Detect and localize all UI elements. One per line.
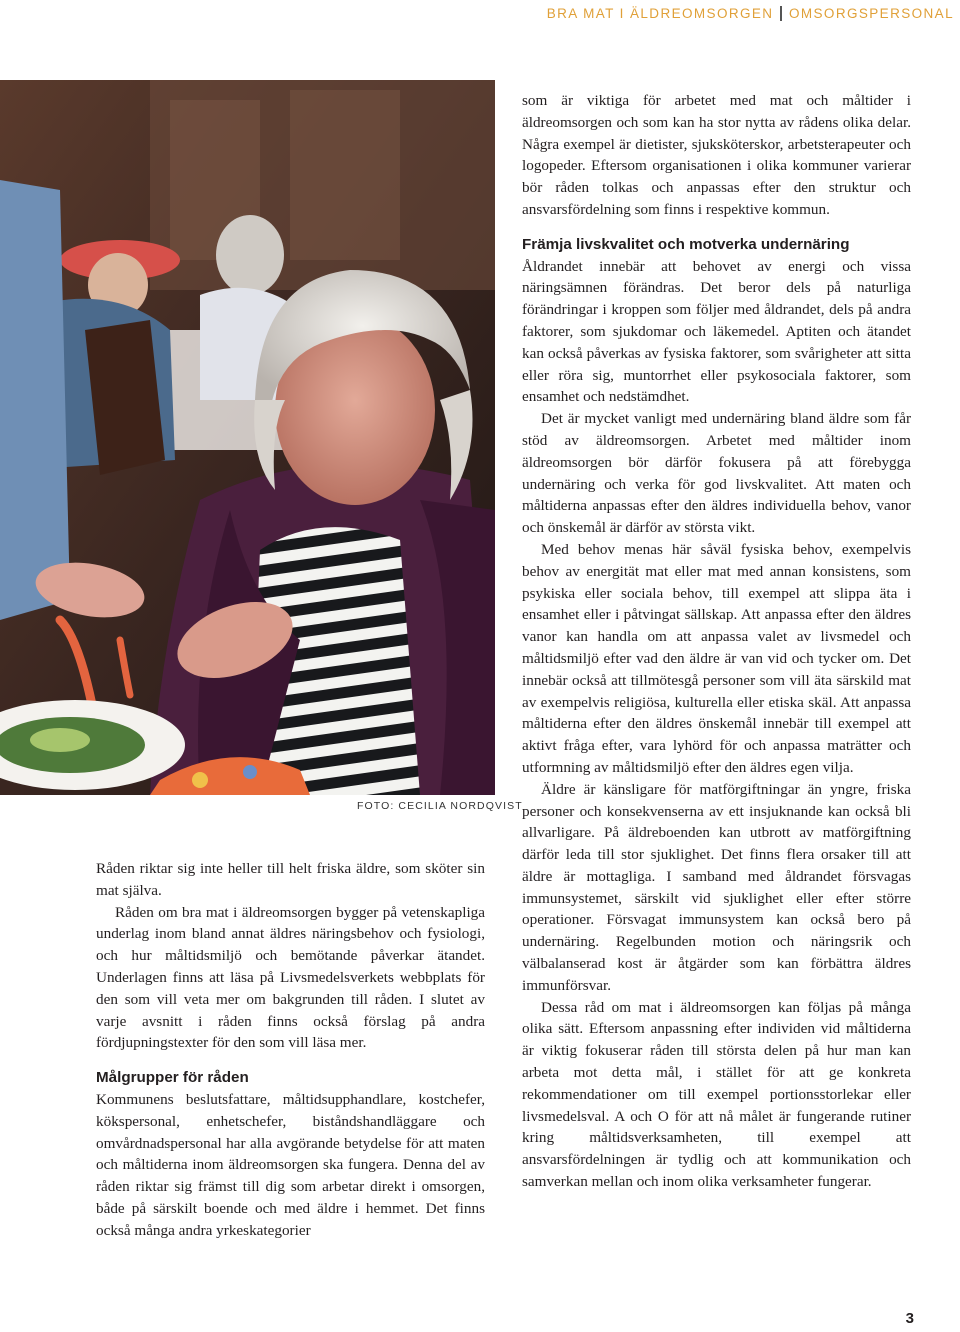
left-text-column [96, 858, 485, 1242]
header-section: BRA MAT I ÄLDREOMSORGEN [546, 5, 774, 21]
body-paragraph: Med behov menas här såväl fysiska behov, exempelvis behov av energität mat eller mat med annan konsistens, som psykiska eller sociala behov, till exempel att slippa äta i ensamhet eller i påtvingat sällskap. Att anpassa efter den äldres vanor kan handla om att anpassa valet av livsmedel och måltidsmiljö efter vad den äldre är van vid och tycker om. Det innebär också att tillmötesgå personer som vill äta särskild mat av exempelvis religiösa, kulturella eller etiska skäl. Att anpassa måltiderna efter den äldres önskemål innebär till exempel att aktivt fråga efter, vara lyhörd för och anpassa maträtter och utformning av måltidsmiljö efter den äldres egen vilja. [522, 540, 911, 776]
body-paragraph: Äldre är känsligare för matförgiftningar än yngre, friska personer och konsekvenserna av ett insjuknande kan också bli allvarligare. På äldreboenden kan utbrott av matförgiftning därför leda till stor sjuklighet. Det finns flera orsaker till att äldre är mottagliga. I samband med åldrandet försvagas immunsystemet, särskilt vid sjuklighet eller efter större operationer. Försvagat immunsystem kan också bero på undernäring. Regelbunden motion och näringsrik och välbalanserad kost är åtgärder som kan förbättra äldres immunförsvar. [522, 780, 911, 994]
body-paragraph: Åldrandet innebär att behovet av energi och vissa näringsämnen förändras. Det beror dels på naturliga förändringar i kroppen som följer med åldrandet, dels på andra faktorer, som sjukdomar och läkemedel. Aptiten och ätandet kan också påverkas av fysiska faktorer, som svårigheter att sitta eller röra sig, muntorrhet eller psykosociala faktorer, som ensamhet och nedstämdhet. [522, 257, 911, 406]
body-paragraph: som är viktiga för arbetet med mat och måltider i äldreomsorgen och som kan ha stor nytta av rådens olika delar. Några exempel är dietister, sjuksköterskor, arbetsterapeuter och logopeder. Eftersom organisationen i olika kommuner varierar bör råden tolkas och anpassas efter den struktur och ansvarsfördelning som finns i respektive kommun. [522, 92, 911, 218]
header-audience: OMSORGSPERSONAL [788, 5, 954, 21]
body-paragraph: Kommunens beslutsfattare, måltidsupphandlare, kostchefer, kökspersonal, enhetschefer, biståndshandläggare och omvårdnadspersonal har alla avgörande betydelse för att maten och måltiderna inom äldreomsorgen ska fungera. Denna del av råden riktar sig främst till dig som arbetar direkt i omsorgen, både på särskilt boende och med äldre i hemmet. Det finns också många andra yrkeskategorier [96, 1090, 485, 1239]
body-paragraph: Råden om bra mat i äldreomsorgen bygger på vetenskapliga underlag inom bland annat äldres näringsbehov och fysiologi, och hur måltidsmiljö och bemötande påverkar ätandet. Underlagen finns att läsa på Livsmedelsverkets webbplats för den som vill veta mer om bakgrunden till råden. I slutet av varje avsnitt i råden finns också förslag på andra fördjupningstexter för den som vill läsa mer. [96, 903, 485, 1052]
section-heading-quality-of-life: Främja livskvalitet och motverka undernäring [522, 235, 850, 253]
body-paragraph: Det är mycket vanligt med undernäring bland äldre som får stöd av äldreomsorgen. Arbetet med måltider inom äldreomsorgen bör därför fokusera på att förebygga undernäring och verka för god livskvalitet. Att maten och måltiderna anpassas efter den äldres individuella behov, vanor och önskemål är därför av största vikt. [522, 410, 911, 537]
dining-photo [0, 80, 495, 795]
intro-paragraph: Råden riktar sig inte heller till helt friska äldre, som sköter sin mat själva. [96, 860, 485, 899]
running-header [547, 2, 954, 24]
page-number: 3 [905, 1310, 914, 1327]
right-text-column [522, 90, 911, 1193]
header-divider [780, 6, 782, 21]
photo-credit: FOTO: CECILIA NORDQVIST [357, 800, 523, 812]
body-paragraph: Dessa råd om mat i äldreomsorgen kan följas på många olika sätt. Eftersom anpassning efter individen vid måltiderna är viktig fokuserar råden till största delen på hur man kan arbeta mot detta mål, i stället för att ge konkreta rekommendationer om till exempel portionsstorlekar eller livsmedelsval. A och O för att nå målet är fungerande rutiner kring måltidsverksamheten, till exempel att ansvarsfördelningen är tydlig och att kommunikation och samverkan mellan och inom olika verksamheter fungerar. [522, 998, 911, 1191]
section-heading-target-groups: Målgrupper för råden [96, 1069, 249, 1087]
